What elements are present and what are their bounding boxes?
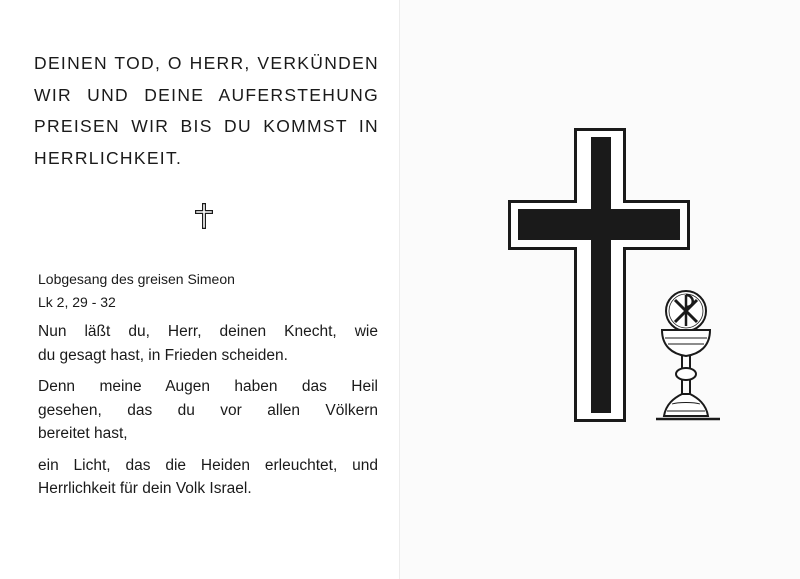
text-line: Herrlichkeit für dein Volk Israel. (38, 480, 252, 497)
canticle-text (38, 320, 378, 509)
headline-line: HERRLICHKEIT. (34, 147, 183, 168)
paragraph (38, 320, 378, 367)
subtitle: Lobgesang des greisen Simeon (38, 271, 235, 287)
headline-line: WIR UND DEINE AUFERSTEHUNG (34, 84, 379, 105)
headline (34, 48, 379, 174)
scripture-reference: Lk 2, 29 - 32 (38, 294, 116, 310)
paragraph (38, 375, 378, 446)
text-line: Denn meine Augen haben das Heil (38, 378, 378, 395)
headline-line: DEINEN TOD, O HERR, VERKÜNDEN (34, 53, 379, 73)
text-line: ein Licht, das die Heiden erleuchtet, und (38, 456, 378, 474)
latin-cross-icon (194, 203, 214, 229)
chi-rho-chalice-icon (648, 286, 728, 422)
headline-line: PREISEN WIR BIS DU KOMMST IN (34, 116, 379, 136)
text-line: bereitet hast, (38, 425, 128, 442)
text-line: du gesagt hast, in Frieden scheiden. (38, 346, 288, 364)
text-line: gesehen, das du vor allen Völkern (38, 401, 378, 419)
text-line: Nun läßt du, Herr, deinen Knecht, wie (38, 323, 378, 340)
paragraph (38, 454, 378, 501)
